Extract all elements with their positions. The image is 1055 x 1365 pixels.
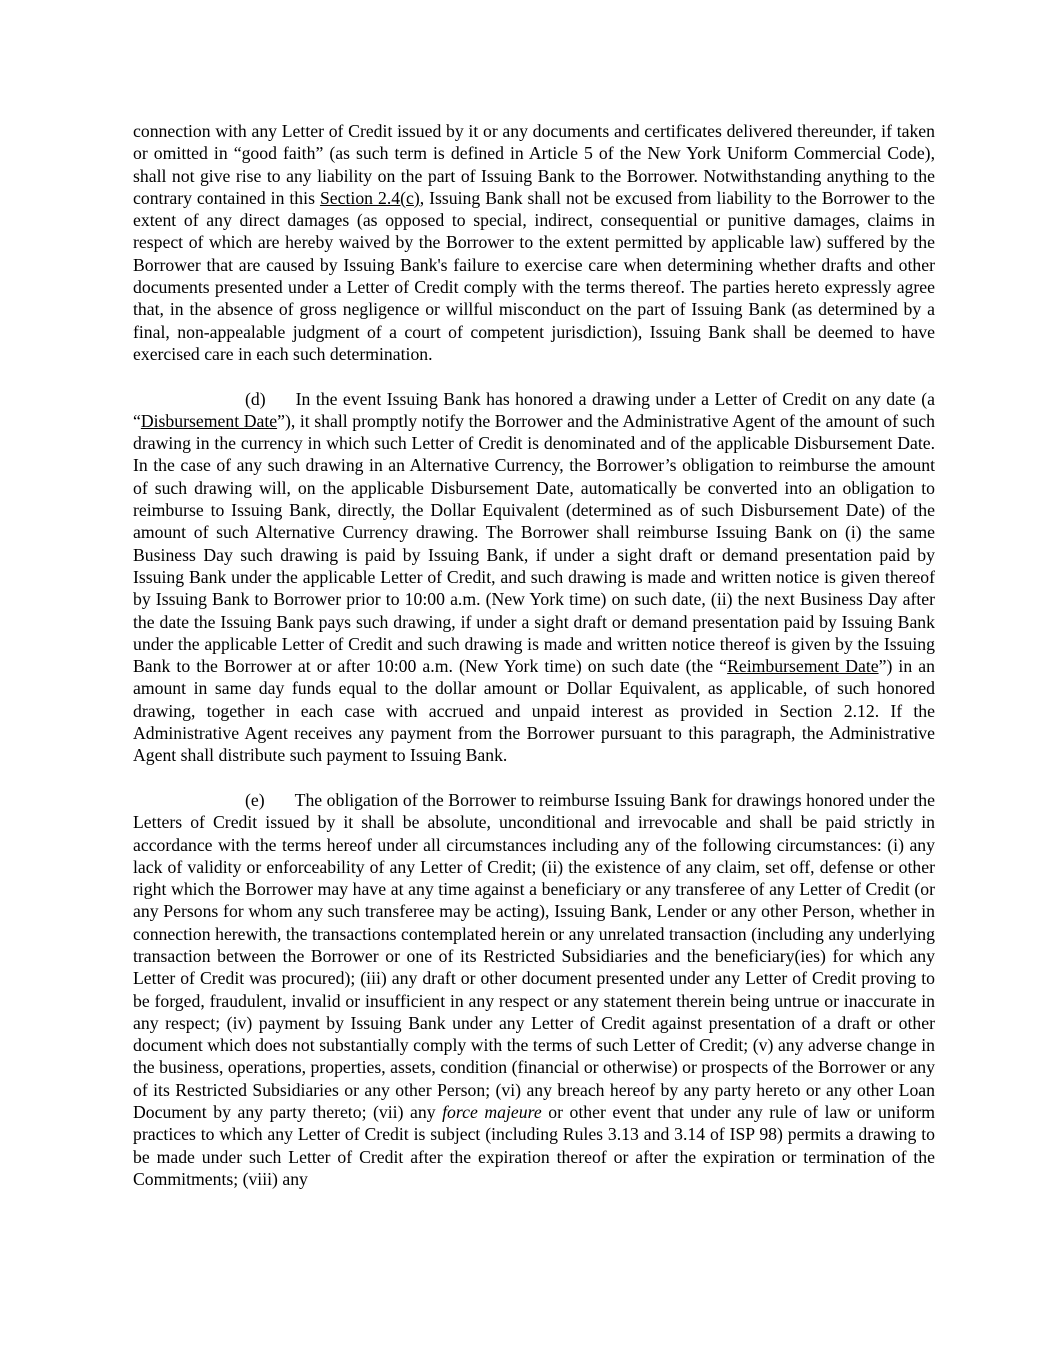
text-run: ”) in an amount in same day funds equal to the dollar amount or Dollar Equivalent, as applicable, of such honored drawing, together in each case with accrued and unpaid interest as provided in Section 2.12. If the Administrative Agent receives any payment from the Borrower pursuant to this paragraph, the Administrative Agent shall distribute such payment to Issuing Bank. <box>133 656 935 766</box>
tab-spacer <box>265 805 295 806</box>
tab-spacer <box>266 404 296 405</box>
force-majeure-term: force majeure <box>442 1102 542 1123</box>
text-run: or other event that under any rule of law or uniform practices to which any Letter of Credit is subject (including Rules 3.13 and 3.14 of ISP 98) permits a drawing to be made under such Letter of Credit after the expiration thereof or after the expiration or termination of the Commitments; (viii) any <box>133 1102 935 1189</box>
text-run: In the event Issuing Bank has honored a drawing under a Letter of Credit on any date (a “ <box>133 388 935 431</box>
defined-term-disbursement-date: Disbursement Date <box>140 410 278 431</box>
paragraph-continuation <box>133 120 935 365</box>
paragraph-d <box>133 388 935 767</box>
text-run: connection with any Letter of Credit issued by it or any documents and certificates delivered thereunder, if taken or omitted in “good faith” (as such term is defined in Article 5 of the New York Uniform Commercial Code), shall not give rise to any liability on the part of Issuing Bank to the Borrower. Notwithstanding anything to the contrary contained in this <box>133 121 935 208</box>
text-run: ”), it shall promptly notify the Borrower and the Administrative Agent of the amount of such drawing in the currency in which such Letter of Credit is denominated and of the applicable Disbursement Date. In the case of any such drawing in an Alternative Currency, the Borrower’s obligation to reimburse the amount of such drawing will, on the applicable Disbursement Date, automatically be converted into an obligation to reimburse to Issuing Bank, directly, the Dollar Equivalent (determined as of such Disbursement Date) of the amount of such Alternative Currency drawing. The Borrower shall reimburse Issuing Bank on (i) the same Business Day such drawing is paid by Issuing Bank, if under a sight draft or demand presentation paid by Issuing Bank under the applicable Letter of Credit, and such drawing is made and written notice is given thereof by Issuing Bank to Borrower prior to 10:00 a.m. (New York time) on such date, (ii) the next Business Day after the date the Issuing Bank pays such drawing, if under a sight draft or demand presentation paid by Issuing Bank under the applicable Letter of Credit and such drawing is made and written notice thereof is given by the Issuing Bank to the Borrower at or after 10:00 a.m. (New York time) on such date (the “ <box>133 410 935 677</box>
paragraph-e <box>133 789 935 1190</box>
defined-term-reimbursement-date: Reimbursement Date <box>727 656 879 677</box>
clause-label-d: (d) <box>245 388 266 409</box>
section-reference: Section 2.4(c) <box>319 187 420 208</box>
text-run: The obligation of the Borrower to reimburse Issuing Bank for drawings honored under the Letters of Credit issued by it shall be absolute, unconditional and irrevocable and shall be paid strictly in accordance with the terms hereof under all circumstances including any of the following circumstances: (i) any lack of validity or enforceability of any Letter of Credit; (ii) the existence of any claim, set off, defense or other right which the Borrower may have at any time against a beneficiary or any transferee of any Letter of Credit (or any Persons for whom any such transferee may be acting), Issuing Bank, Lender or any other Person, whether in connection herewith, the transactions contemplated herein or any unrelated transaction (including any underlying transaction between the Borrower or one of its Restricted Subsidiaries and the beneficiary(ies) for which any Letter of Credit was procured); (iii) any draft or other document presented under any Letter of Credit proving to be forged, fraudulent, invalid or insufficient in any respect or any statement therein being untrue or inaccurate in any respect; (iv) payment by Issuing Bank under any Letter of Credit against presentation of a draft or other document which does not substantially comply with the terms of such Letter of Credit; (v) any adverse change in the business, operations, properties, assets, condition (financial or otherwise) or prospects of the Borrower or any of its Restricted Subsidiaries or any other Person; (vi) any breach hereof by any party hereto or any other Loan Document by any party thereto; (vii) any <box>133 789 935 1123</box>
text-run: , Issuing Bank shall not be excused from liability to the Borrower to the extent of any direct damages (as opposed to special, indirect, consequential or punitive damages, claims in respect of which are hereby waived by the Borrower to the extent permitted by applicable law) suffered by the Borrower that are caused by Issuing Bank's failure to exercise care when determining whether drafts and other documents presented under a Letter of Credit comply with the terms thereof. The parties hereto expressly agree that, in the absence of gross negligence or willful misconduct on the part of Issuing Bank (as determined by a final, non-appealable judgment of a court of competent jurisdiction), Issuing Bank shall be deemed to have exercised care in each such determination. <box>133 187 935 364</box>
document-body <box>133 120 935 1190</box>
clause-label-e: (e) <box>245 789 265 810</box>
